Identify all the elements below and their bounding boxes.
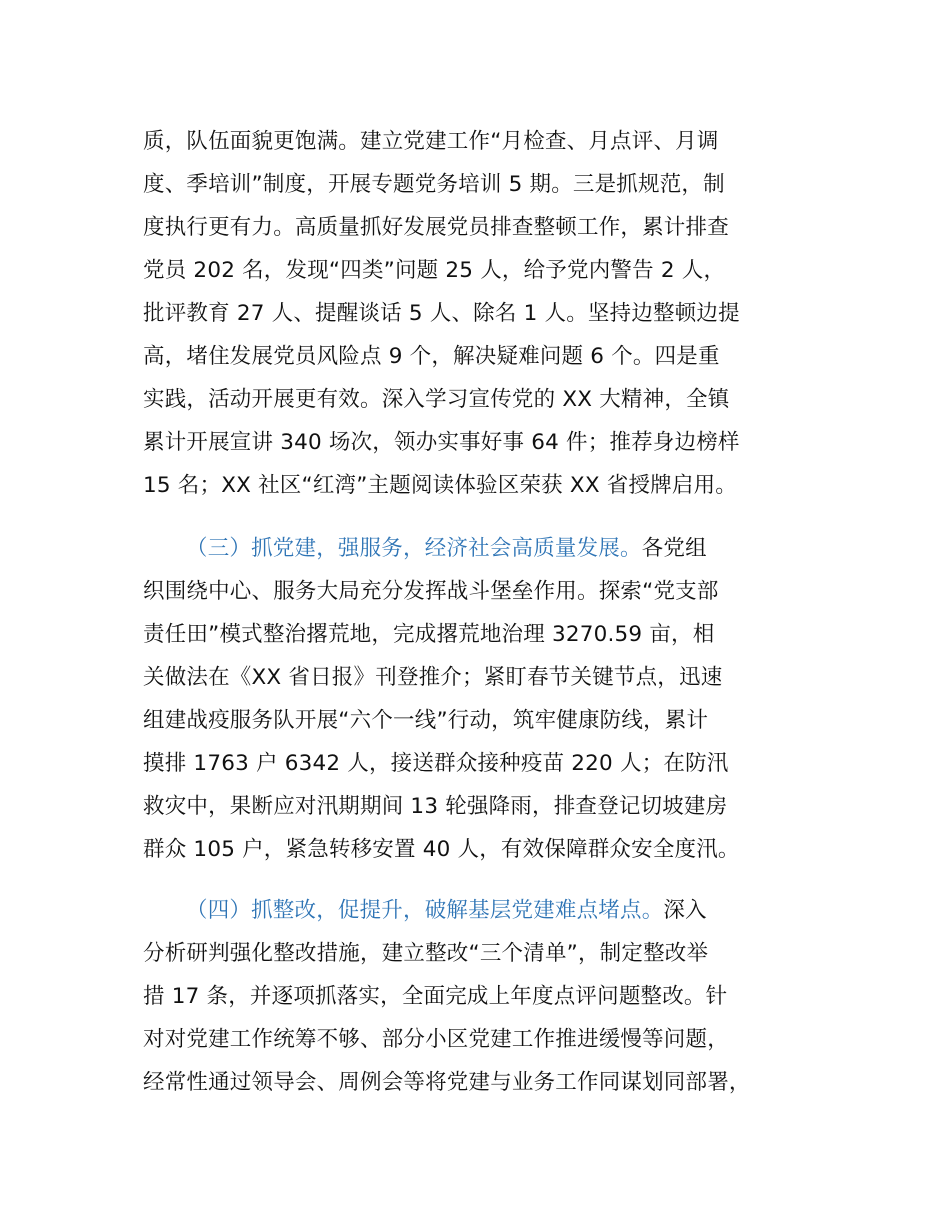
paragraph-line: 高，堵住发展党员风险点 9 个，解决疑难问题 6 个。四是重 [143,344,720,369]
paragraph-line: 措 17 条，并逐项抓落实，全面完成上年度点评问题整改。针 [143,984,728,1009]
paragraph-line: 批评教育 27 人、提醒谈话 5 人、除名 1 人。坚持边整顿边提 [143,301,740,326]
section-3-first-text: 各党组 [641,536,707,561]
paragraph-line: 对对党建工作统筹不够、部分小区党建工作推进缓慢等问题， [143,1027,729,1052]
paragraph-line: 织围绕中心、服务大局充分发挥战斗堡垒作用。探索“党支部 [143,579,719,604]
section-4-first-line [186,896,707,926]
paragraph-line: 累计开展宣讲 340 场次，领办实事好事 64 件；推荐身边榜样 [143,430,740,455]
section-4-heading: （四）抓整改，促提升，破解基层党建难点堵点。 [186,898,664,923]
paragraph-line: 责任田”模式整治撂荒地，完成撂荒地治理 3270.59 亩，相 [143,622,715,647]
paragraph-line: 分析研判强化整改措施，建立整改“三个清单”，制定整改举 [143,941,709,966]
paragraph-line: 15 名；XX 社区“红湾”主题阅读体验区荣获 XX 省授牌启用。 [143,473,737,498]
paragraph-line: 摸排 1763 户 6342 人，接送群众接种疫苗 220 人；在防汛 [143,751,729,776]
section-4-first-text: 深入 [663,898,707,923]
paragraph-line: 党员 202 名，发现“四类”问题 25 人，给予党内警告 2 人， [143,258,726,283]
paragraph-line: 救灾中，果断应对汛期期间 13 轮强降雨，排查登记切坡建房 [143,794,728,819]
paragraph-line: 经常性通过领导会、周例会等将党建与业务工作同谋划同部署， [143,1070,751,1095]
paragraph-line: 关做法在《XX 省日报》刊登推介；紧盯春节关键节点，迅速 [143,665,723,690]
paragraph-line: 实践，活动开展更有效。深入学习宣传党的 XX 大精神，全镇 [143,387,730,412]
paragraph-line: 质，队伍面貌更饱满。建立党建工作“月检查、月点评、月调 [143,129,719,154]
section-3-heading: （三）抓党建，强服务，经济社会高质量发展。 [186,536,642,561]
paragraph-line: 度、季培训”制度，开展专题党务培训 5 期。三是抓规范，制 [143,172,725,197]
paragraph-line: 群众 105 户，紧急转移安置 40 人，有效保障群众安全度汛。 [143,837,740,862]
paragraph-line: 度执行更有力。高质量抓好发展党员排查整顿工作，累计排查 [143,215,729,240]
paragraph-line: 组建战疫服务队开展“六个一线”行动，筑牢健康防线，累计 [143,708,709,733]
section-3-first-line [186,534,707,564]
